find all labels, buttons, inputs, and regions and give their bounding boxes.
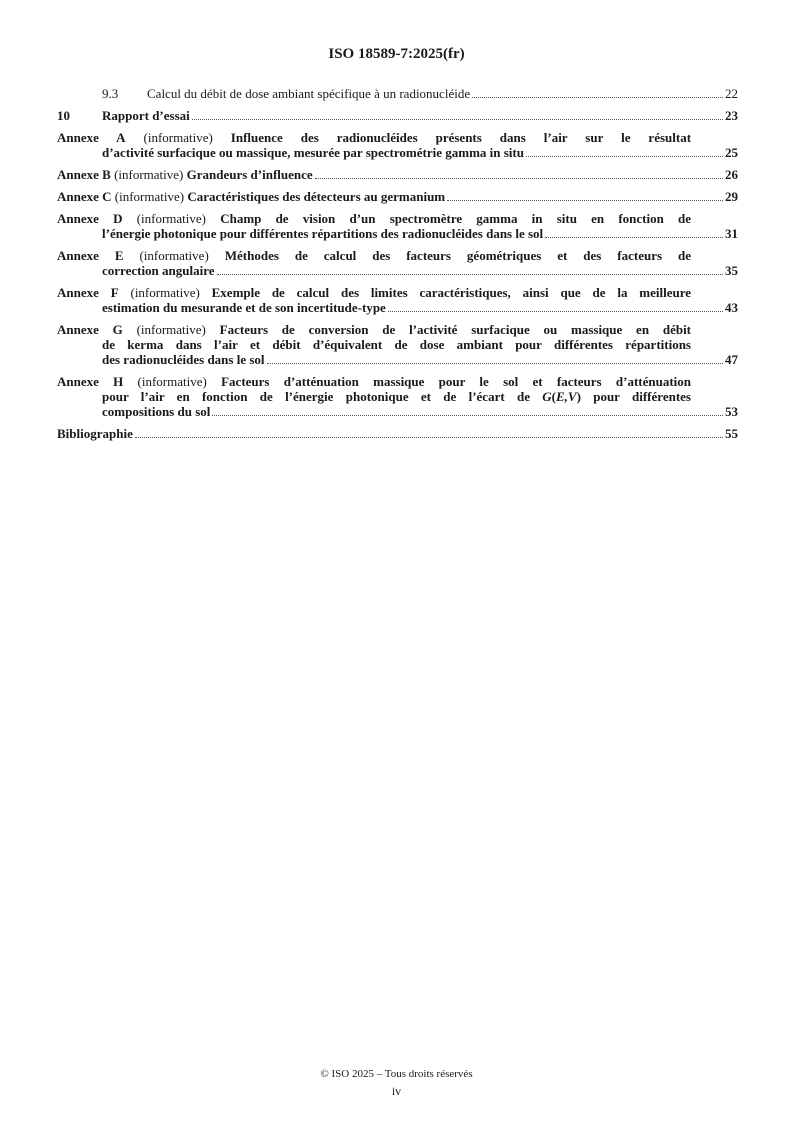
toc-entry-9-3[interactable] [102,86,738,101]
dot-leader [267,363,723,364]
toc-entry-annexe-h[interactable] [57,374,738,419]
toc-number: 9.3 [102,86,119,101]
annex-type: (informative) [136,322,206,337]
toc-page: 47 [725,352,738,367]
toc-title-cont: compositions du sol [102,404,211,419]
math-symbol-g: G [542,389,552,404]
dot-leader [192,119,723,120]
toc-title-cont: estimation du mesurande et de son incertitude-type [102,300,386,315]
toc-title: Grandeurs d’influence [186,167,313,182]
toc-title-text: ) pour différentes [576,389,691,404]
toc-title-cont: de kerma dans l’air et débit d’équivalent de dose ambiant pour différentes répartitions [102,337,691,352]
document-header [0,46,793,63]
page-footer [0,1066,793,1100]
toc-title-cont [102,389,691,404]
toc-page: 25 [725,145,738,160]
toc-title: Bibliographie [57,426,133,441]
annex-label: Annexe E [57,248,124,263]
dot-leader [135,437,723,438]
toc-page: 29 [725,189,738,204]
toc-title: Rapport d’essai [102,108,190,123]
annex-type: (informative) [137,374,207,389]
toc-entry-annexe-g[interactable] [57,322,738,367]
toc-title: Calcul du débit de dose ambiant spécifique à un radionucléide [147,86,471,101]
toc-title: Méthodes de calcul des facteurs géométriques et des facteurs de [224,248,692,263]
toc-page: 43 [725,300,738,315]
toc-title-cont: correction angulaire [102,263,215,278]
toc-title: Facteurs d’atténuation massique pour le sol et facteurs d’atténuation [221,374,691,389]
toc-page: 55 [725,426,738,441]
annex-label: Annexe F [57,285,119,300]
dot-leader [447,200,723,201]
dot-leader [545,237,723,238]
toc-title: Exemple de calcul des limites caractéristiques, ainsi que de la meilleure [211,285,692,300]
math-paren-open: ( [551,389,556,404]
annex-label: Annexe A [57,130,126,145]
toc-title-cont: d’activité surfacique ou massique, mesurée par spectrométrie gamma in situ [102,145,524,160]
annex-label: Annexe H [57,374,124,389]
dot-leader [388,311,723,312]
toc-entry-annexe-f[interactable] [57,285,738,315]
toc-entry-annexe-e[interactable] [57,248,738,278]
toc-entry-annexe-b[interactable] [57,167,738,182]
toc-entry-10[interactable] [57,108,738,123]
toc-title: Facteurs de conversion de l’activité surfacique ou massique en débit [219,322,692,337]
annex-type: (informative) [136,211,206,226]
toc-entry-annexe-d[interactable] [57,211,738,241]
toc-page: 23 [725,108,738,123]
annex-type: (informative) [143,130,213,145]
page-number: iv [391,1084,402,1098]
toc-title: Caractéristiques des détecteurs au germanium [187,189,446,204]
annex-label: Annexe C [57,189,112,204]
annex-type: (informative) [114,189,185,204]
toc-entry-annexe-c[interactable] [57,189,738,204]
toc-entry-annexe-a[interactable] [57,130,738,160]
annex-label: Annexe G [57,322,123,337]
toc-title-cont: l’énergie photonique pour différentes répartitions des radionucléides dans le sol [102,226,544,241]
document-title: ISO 18589-7:2025(fr) [328,46,465,62]
toc-page: 35 [725,263,738,278]
annex-label: Annexe B [57,167,111,182]
toc-page: 53 [725,404,738,419]
copyright-notice: © ISO 2025 – Tous droits réservés [320,1068,473,1080]
toc-page: 22 [725,86,738,101]
toc-title: Champ de vision d’un spectromètre gamma in situ en fonction de [220,211,692,226]
toc-title-text: pour l’air en fonction de l’énergie photonique et de l’écart de [102,389,543,404]
toc-page: 26 [725,167,738,182]
toc-title-cont: des radionucléides dans le sol [102,352,265,367]
toc-page: 31 [725,226,738,241]
toc-title: Influence des radionucléides présents dans l’air sur le résultat [230,130,692,145]
annex-type: (informative) [130,285,200,300]
dot-leader [212,415,723,416]
dot-leader [472,97,723,98]
toc-entry-bibliographie[interactable] [57,426,738,441]
annex-label: Annexe D [57,211,123,226]
annex-type: (informative) [139,248,209,263]
dot-leader [217,274,723,275]
annex-type: (informative) [114,167,184,182]
dot-leader [526,156,723,157]
math-args: E,V [556,389,577,404]
table-of-contents [57,86,738,448]
toc-number: 10 [57,108,70,123]
dot-leader [315,178,723,179]
